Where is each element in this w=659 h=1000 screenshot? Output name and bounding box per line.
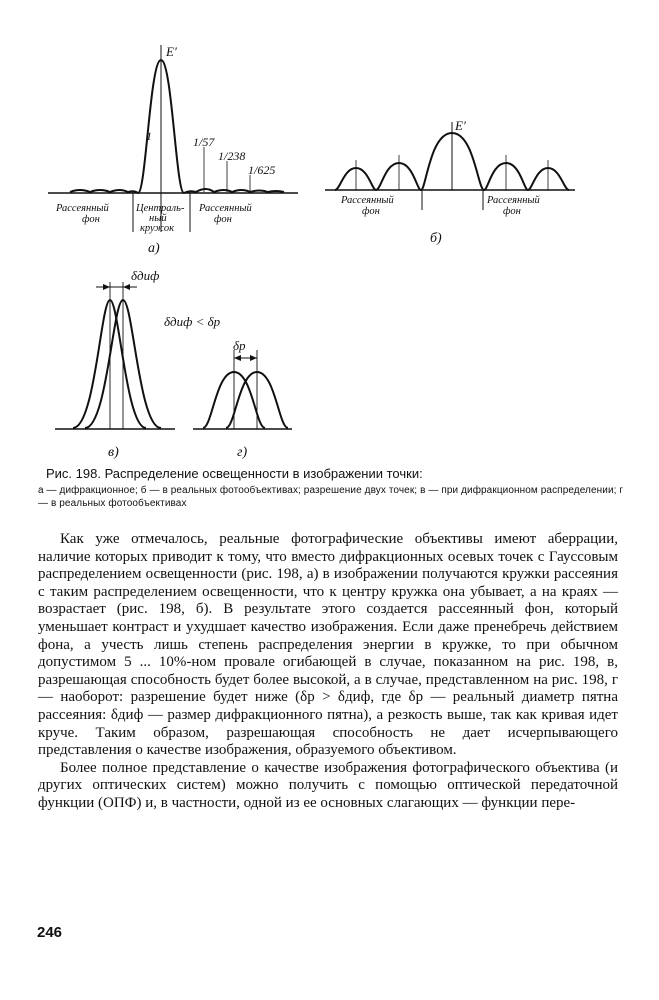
panel-b-label-left-1: Рассеянный: [341, 195, 394, 206]
page-number: 246: [37, 924, 63, 941]
panel-v-arrow-right: [123, 284, 130, 290]
panel-g-arrow-right: [250, 355, 257, 361]
panel-a-label-left-2: фон: [82, 214, 100, 225]
panel-b-caption-letter: б): [430, 231, 442, 246]
panel-v-delta-label: δдиф: [131, 268, 160, 283]
paragraph: Как уже отмечалось, реальные фотографические объективы имеют аберрации, наличие которых приводит к тому, что вместо дифракционных осевых точек с Гауссовым распределением освещенности (рис. 198, а) в изображении получаются кружки рассеяния с таким распределением освещенности, что к центру кружка она убывает, а на краях — возрастает (рис. 198, б). В результате этого создается рассеянный фон, который уменьшает контраст и ухудшает качество изображения. Если даже пренебречь действием фона, а учесть лишь степень распределения энергии в кружке, то при обычном допустимом 5 ... 10%-ном провале огибающей в случае, показанном на рис. 198, в, разрешающая способность будет более высокой, а в случае, представленном на рис. 198, г — наоборот: разрешение будет ниже (δр > δдиф, где δр — реальный диаметр пятна рассеяния: δдиф — размер дифракционного пятна), а резкость выше, так как кривая идет круче. Таким образом, разрешающая способность не дает исчерпывающего представления о качестве изображения, образуемого объективом.: [38, 531, 618, 759]
panel-v-caption-letter: в): [108, 445, 119, 460]
panel-g: [193, 338, 292, 460]
panel-v-inequality: δдиф < δр: [164, 314, 221, 329]
panel-b-label-left-2: фон: [362, 206, 380, 217]
panel-a-ratio-4: 1/625: [248, 163, 276, 177]
paragraph: Более полное представление о качестве изображения фотографического объектива (и других оптических систем) можно получить с помощью оптической передаточной функции (ОПФ) и, в частности, одной из ее основных слагающих — функции пере-: [38, 759, 618, 811]
panel-b-label-right-1: Рассеянный: [487, 195, 540, 206]
panel-a: [48, 44, 298, 256]
panel-v: [55, 268, 221, 460]
panel-v-curve-left: [73, 300, 146, 428]
panel-b: [325, 118, 575, 246]
figure-caption-body: а — дифракционное; б — в реальных фотообъективах; разрешение двух точек; в — при дифракционном распределении; г — в реальных фотообъективах: [38, 485, 624, 509]
panel-a-label-right-1: Рассеянный: [199, 203, 252, 214]
panel-b-peak-label: E′: [455, 118, 466, 133]
panel-a-label-right-2: фон: [214, 214, 232, 225]
figure-caption-title: Рис. 198. Распределение освещенности в изображении точки:: [46, 466, 423, 481]
panel-a-peak-label: E′: [166, 44, 177, 59]
panel-a-ratio-1: 1: [146, 129, 152, 143]
figure-caption: [38, 466, 628, 510]
panel-a-ratio-2: 1/57: [193, 135, 215, 149]
figure-198: [0, 0, 659, 462]
panel-a-label-left-1: Рассеянный: [56, 203, 109, 214]
panel-a-label-center-1: Централь-: [136, 203, 185, 214]
panel-a-ratio-3: 1/238: [218, 149, 246, 163]
panel-v-arrow-left: [103, 284, 110, 290]
panel-a-caption-letter: а): [148, 241, 160, 256]
panel-b-label-right-2: фон: [503, 206, 521, 217]
panel-a-label-center-2: ный: [149, 213, 167, 224]
panel-g-delta-label: δр: [233, 338, 246, 353]
panel-g-caption-letter: г): [237, 445, 248, 460]
panel-a-label-center-3: кружок: [140, 223, 175, 234]
panel-g-arrow-left: [234, 355, 241, 361]
body-text: [38, 531, 618, 813]
